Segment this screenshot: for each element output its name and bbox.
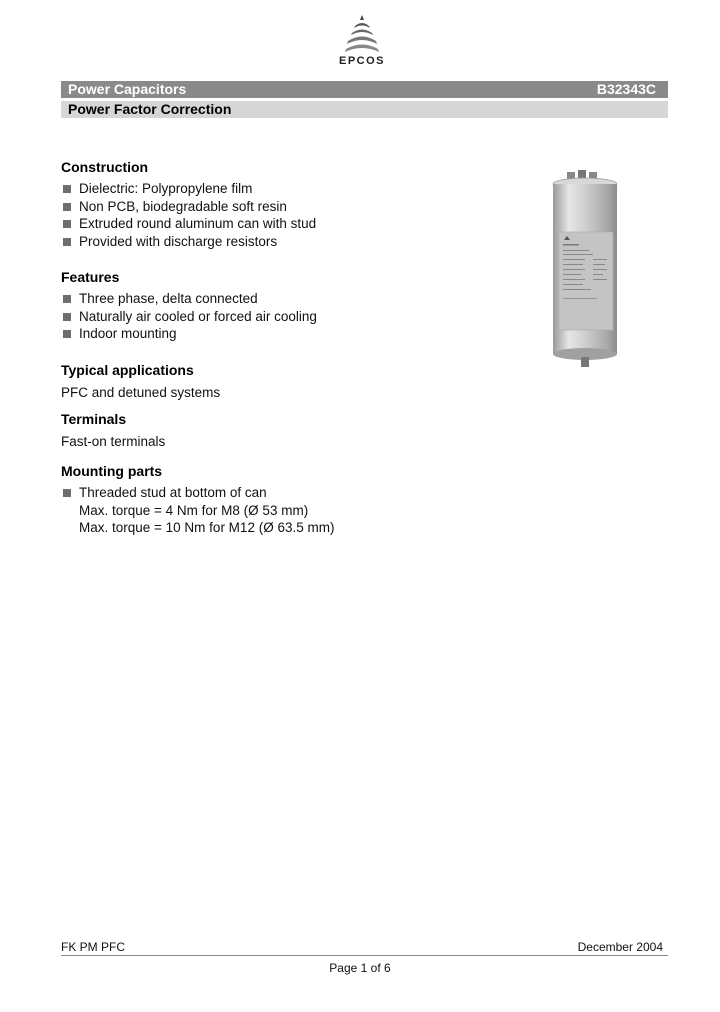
capacitor-image	[545, 168, 625, 373]
applications-text: PFC and detuned systems	[61, 385, 221, 400]
epcos-logo	[330, 14, 394, 70]
footer-department: FK PM PFC	[61, 940, 126, 954]
epcos-logo-icon	[342, 14, 382, 54]
list-item: Provided with discharge resistors	[61, 233, 521, 251]
applications-heading: Typical applications	[61, 362, 194, 378]
footer-date: December 2004	[577, 940, 663, 954]
construction-heading: Construction	[61, 159, 149, 175]
subtitle-title: Power Factor Correction	[68, 101, 232, 117]
brand-name: EPCOS	[338, 55, 385, 67]
category-band	[61, 81, 668, 98]
bullet-icon	[63, 185, 71, 193]
list-item: Extruded round aluminum can with stud	[61, 215, 521, 233]
applications-section	[61, 361, 521, 402]
features-heading: Features	[61, 269, 120, 285]
list-item: Non PCB, biodegradable soft resin	[61, 198, 521, 216]
bullet-icon	[63, 489, 71, 497]
footer-divider	[61, 955, 668, 956]
list-item: Dielectric: Polypropylene film	[61, 180, 521, 198]
page-number: Page 1 of 6	[329, 961, 391, 975]
list-item: Indoor mounting	[61, 325, 521, 343]
torque-m8: Max. torque = 4 Nm for M8 (Ø 53 mm)	[79, 502, 309, 518]
bullet-icon	[63, 220, 71, 228]
mounting-heading: Mounting parts	[61, 463, 163, 479]
mounting-section	[61, 462, 521, 537]
list-item: Three phase, delta connected	[61, 290, 521, 308]
category-title: Power Capacitors	[68, 81, 187, 97]
bullet-icon	[63, 295, 71, 303]
torque-m12: Max. torque = 10 Nm for M12 (Ø 63.5 mm)	[79, 520, 335, 536]
terminals-section	[61, 410, 521, 451]
list-item: Threaded stud at bottom of can	[61, 484, 521, 502]
terminals-text: Fast-on terminals	[61, 434, 166, 449]
bullet-icon	[63, 330, 71, 338]
part-number: B32343C	[596, 81, 656, 97]
bullet-icon	[63, 203, 71, 211]
bullet-icon	[63, 238, 71, 246]
bullet-icon	[63, 313, 71, 321]
terminals-heading: Terminals	[61, 411, 127, 427]
features-section	[61, 268, 521, 343]
list-item: Naturally air cooled or forced air cooling	[61, 308, 521, 326]
construction-section	[61, 158, 521, 250]
subtitle-band	[61, 101, 668, 118]
